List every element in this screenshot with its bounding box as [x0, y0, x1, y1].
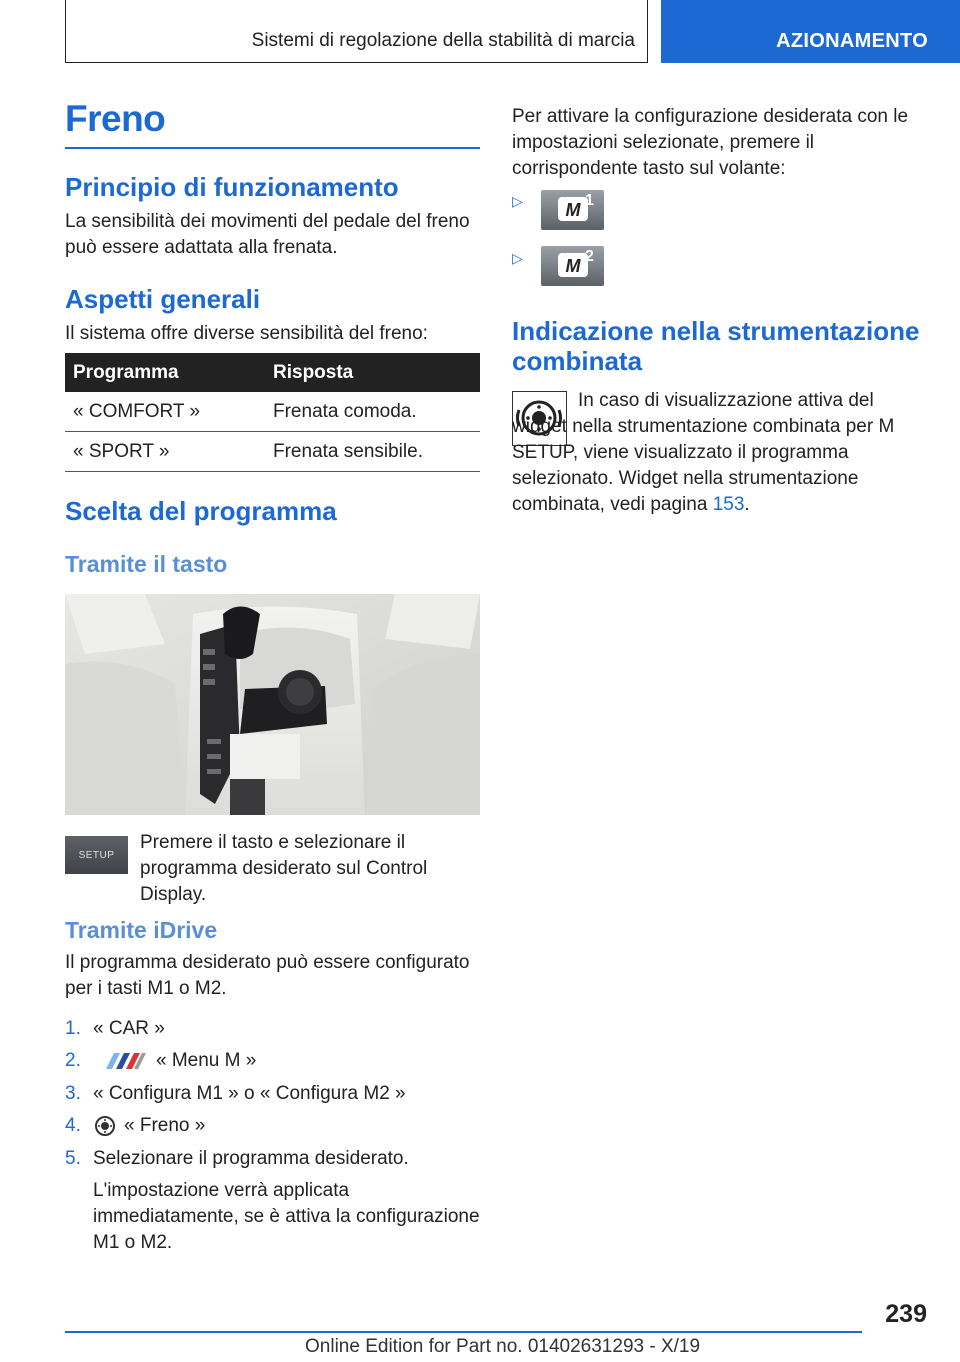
aspetti-section	[65, 284, 480, 347]
program-table-wrap	[65, 353, 480, 472]
table-row	[65, 392, 480, 432]
table-row	[65, 432, 480, 472]
step-text: « Freno »	[124, 1115, 206, 1136]
table-cell: Frenata comoda.	[265, 392, 480, 432]
table-cell: « COMFORT »	[65, 392, 265, 432]
page-link[interactable]: 153	[712, 494, 745, 515]
principio-heading: Principio di funzionamento	[65, 172, 399, 202]
footer-divider	[65, 1331, 862, 1333]
step-number: 2.	[65, 1050, 81, 1071]
brake-disc-icon	[94, 1115, 116, 1142]
page-number: 239	[885, 1300, 927, 1328]
step-number: 3.	[65, 1083, 81, 1104]
indicazione-text-end: .	[744, 494, 750, 515]
indicazione-text	[512, 388, 917, 518]
step-text: « Configura M1 » o « Configura M2 »	[93, 1083, 406, 1104]
m1-letter: M	[558, 197, 588, 221]
table-cell: Frenata sensibile.	[265, 432, 480, 472]
table-header-programma: Programma	[65, 353, 265, 392]
footer-edition: Online Edition for Part no. 01402631293 - X/19	[305, 1336, 701, 1357]
m2-button-icon	[541, 246, 604, 286]
tasto-subsection	[65, 551, 480, 578]
m-stripes-icon	[100, 1053, 148, 1074]
m2-number: 2	[585, 248, 594, 265]
principio-text: La sensibilità dei movimenti del pedale del freno può essere adattata alla frenata.	[65, 211, 470, 258]
header-section-title: Sistemi di regolazione della stabilità di marcia	[251, 30, 635, 51]
chapter-tab[interactable]	[661, 0, 960, 63]
bullet-triangle-icon: ▷	[512, 250, 523, 266]
chapter-tab-label: AZIONAMENTO	[776, 30, 928, 52]
principio-section	[65, 172, 480, 261]
setup-button-icon: SETUP	[65, 836, 128, 874]
table-header-row	[65, 353, 480, 392]
scelta-heading: Scelta del programma	[65, 496, 337, 526]
page-title: Freno	[65, 98, 166, 139]
m2-letter: M	[558, 253, 588, 277]
bullet-triangle-icon: ▷	[512, 193, 523, 209]
idrive-text: Il programma desiderato può essere configurato per i tasti M1 o M2.	[65, 952, 470, 999]
idrive-heading: Tramite iDrive	[65, 917, 218, 943]
step-text: « Menu M »	[156, 1050, 257, 1071]
step-number: 1.	[65, 1018, 81, 1039]
scelta-section	[65, 496, 480, 527]
table-cell: « SPORT »	[65, 432, 265, 472]
setup-text: Premere il tasto e selezionare il programma desiderato sul Control Display.	[140, 832, 428, 905]
indicazione-text-main: In caso di visualizzazione attiva del widget nella strumentazione combinata per M SETUP, viene visualizzato il programma selezionato. Widget nella strumentazione combinata, vedi pagina	[512, 390, 895, 515]
indicazione-heading: Indicazione nella strumentazione combinata	[512, 316, 920, 376]
table-header-risposta: Risposta	[265, 353, 480, 392]
intro-text: Per attivare la configurazione desiderata con le impostazioni selezionate, premere il corrispondente tasto sul volante:	[512, 106, 909, 179]
step-number: 5.	[65, 1148, 81, 1169]
program-table	[65, 353, 480, 472]
m1-button-icon	[541, 190, 604, 230]
center-console-photo	[65, 594, 480, 815]
indicazione-section	[512, 316, 932, 376]
step-number: 4.	[65, 1115, 81, 1136]
step-text: Selezionare il programma desiderato.	[93, 1148, 409, 1169]
aspetti-text: Il sistema offre diverse sensibilità del freno:	[65, 323, 428, 344]
title-divider	[65, 147, 480, 149]
m1-number: 1	[585, 192, 594, 209]
step-text: « CAR »	[93, 1018, 165, 1039]
tasto-heading: Tramite il tasto	[65, 551, 228, 577]
header-section-box	[65, 0, 648, 63]
aspetti-heading: Aspetti generali	[65, 284, 261, 314]
idrive-subsection	[65, 917, 480, 1002]
step5-note: L'impostazione verrà applicata immediatamente, se è attiva la configurazione M1 o M2.	[93, 1180, 480, 1253]
